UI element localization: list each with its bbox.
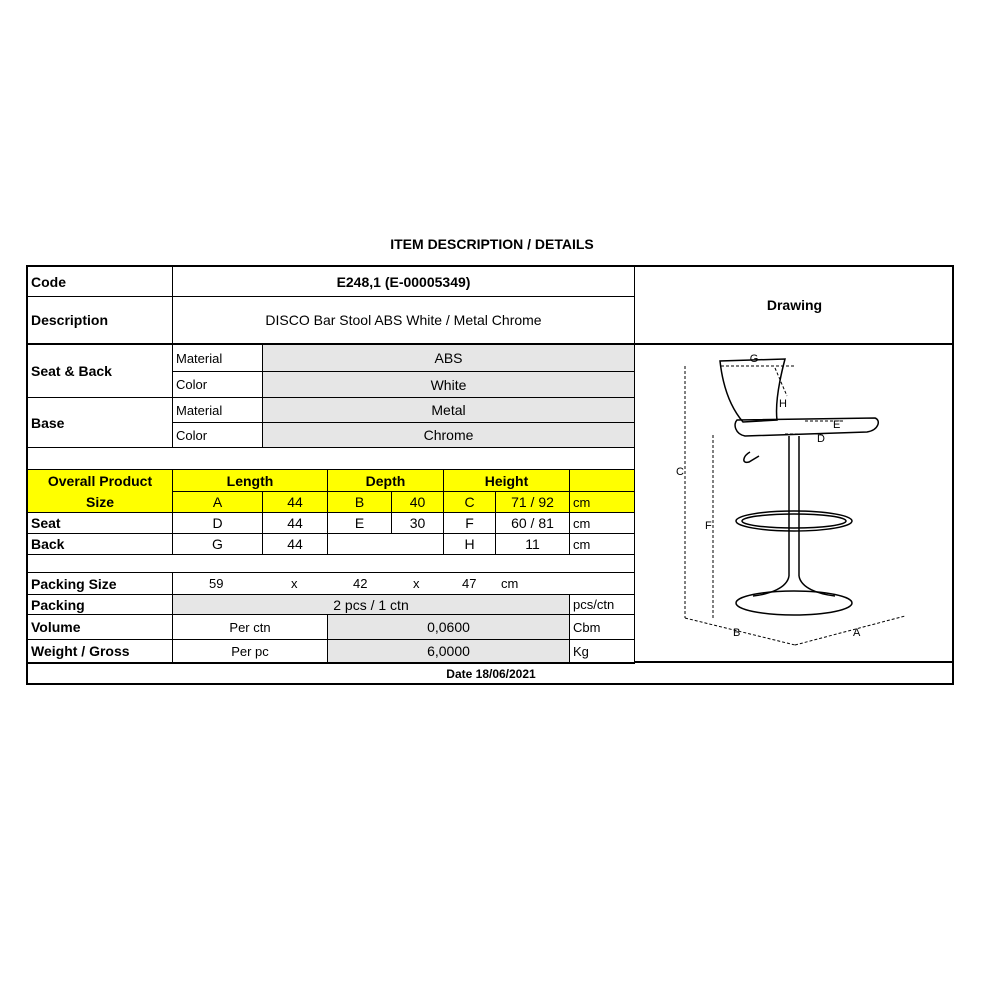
drawing-letter-e: E: [833, 419, 841, 431]
length-label: Length: [173, 470, 328, 492]
packing-size-height: 47: [462, 576, 477, 591]
back-empty-cell: [328, 534, 444, 555]
drawing-letter-c: C: [676, 466, 684, 478]
back-g-label: G: [173, 534, 263, 555]
bar-stool-drawing: [635, 348, 954, 663]
overall-a-label: A: [173, 492, 263, 513]
seat-unit: cm: [570, 513, 635, 534]
drawing-letter-d: D: [817, 433, 825, 445]
overall-label-line1: Overall Product: [28, 470, 173, 492]
spacer-row: [28, 448, 635, 470]
weight-unit: Kg: [570, 640, 635, 664]
seat-f-label: F: [444, 513, 496, 534]
seat-e-value: 30: [392, 513, 444, 534]
drawing-letter-b: B: [733, 627, 741, 639]
description-label: Description: [28, 297, 173, 345]
drawing-letter-a: A: [853, 627, 861, 639]
volume-label: Volume: [28, 615, 173, 640]
weight-value: 6,0000: [328, 640, 570, 664]
seat-d-label: D: [173, 513, 263, 534]
volume-value: 0,0600: [328, 615, 570, 640]
packing-size-row: [173, 573, 635, 595]
base-color-value: Chrome: [263, 423, 635, 448]
base-color-label: Color: [173, 423, 263, 448]
seat-back-material-value: ABS: [263, 345, 635, 372]
seat-d-value: 44: [263, 513, 328, 534]
date-footer: Date 18/06/2021: [446, 666, 536, 681]
packing-size-x1: x: [291, 576, 298, 591]
gas-lever: [744, 452, 759, 462]
seat-back-color-label: Color: [173, 372, 263, 398]
seat-label: Seat: [28, 513, 173, 534]
footrest-ring-inner: [742, 514, 846, 528]
weight-basis: Per pc: [173, 640, 328, 664]
spacer-row-2: [28, 555, 635, 573]
page-title: ITEM DESCRIPTION / DETAILS: [390, 236, 594, 252]
seat-back-material-label: Material: [173, 345, 263, 372]
packing-value: 2 pcs / 1 ctn: [173, 595, 570, 615]
back-g-value: 44: [263, 534, 328, 555]
drawing-letter-h: H: [779, 398, 787, 410]
overall-label-line2: Size: [28, 492, 173, 513]
height-label: Height: [444, 470, 570, 492]
drawing-letter-f: F: [705, 520, 712, 532]
seat-back-color-value: White: [263, 372, 635, 398]
packing-unit: pcs/ctn: [570, 595, 635, 615]
dim-a-line: [795, 616, 905, 645]
drawing-label: Drawing: [635, 267, 954, 345]
code-label: Code: [28, 267, 173, 297]
description-value: DISCO Bar Stool ABS White / Metal Chrome: [173, 297, 635, 345]
depth-label: Depth: [328, 470, 444, 492]
overall-unit: cm: [570, 492, 635, 513]
drawing-area: [635, 348, 954, 663]
drawing-letter-g: G: [749, 353, 759, 365]
code-value: E248,1 (E-00005349): [173, 267, 635, 297]
unit-header-blank: [570, 470, 635, 492]
packing-size-label: Packing Size: [28, 573, 173, 595]
seat-f-value: 60 / 81: [496, 513, 570, 534]
seat-back-label: Seat & Back: [28, 345, 173, 398]
overall-b-value: 40: [392, 492, 444, 513]
base-material-value: Metal: [263, 398, 635, 423]
packing-size-x2: x: [413, 576, 420, 591]
back-h-value: 11: [496, 534, 570, 555]
volume-unit: Cbm: [570, 615, 635, 640]
overall-b-label: B: [328, 492, 392, 513]
back-unit: cm: [570, 534, 635, 555]
seat-e-label: E: [328, 513, 392, 534]
item-details-table: [26, 265, 954, 685]
volume-basis: Per ctn: [173, 615, 328, 640]
weight-label: Weight / Gross: [28, 640, 173, 664]
back-label: Back: [28, 534, 173, 555]
back-h-label: H: [444, 534, 496, 555]
packing-size-length: 59: [209, 576, 224, 591]
packing-label: Packing: [28, 595, 173, 615]
overall-a-value: 44: [263, 492, 328, 513]
packing-size-width: 42: [353, 576, 368, 591]
packing-size-unit: cm: [501, 576, 519, 591]
overall-c-value: 71 / 92: [496, 492, 570, 513]
base-plate: [736, 591, 852, 615]
base-label: Base: [28, 398, 173, 448]
base-material-label: Material: [173, 398, 263, 423]
overall-c-label: C: [444, 492, 496, 513]
